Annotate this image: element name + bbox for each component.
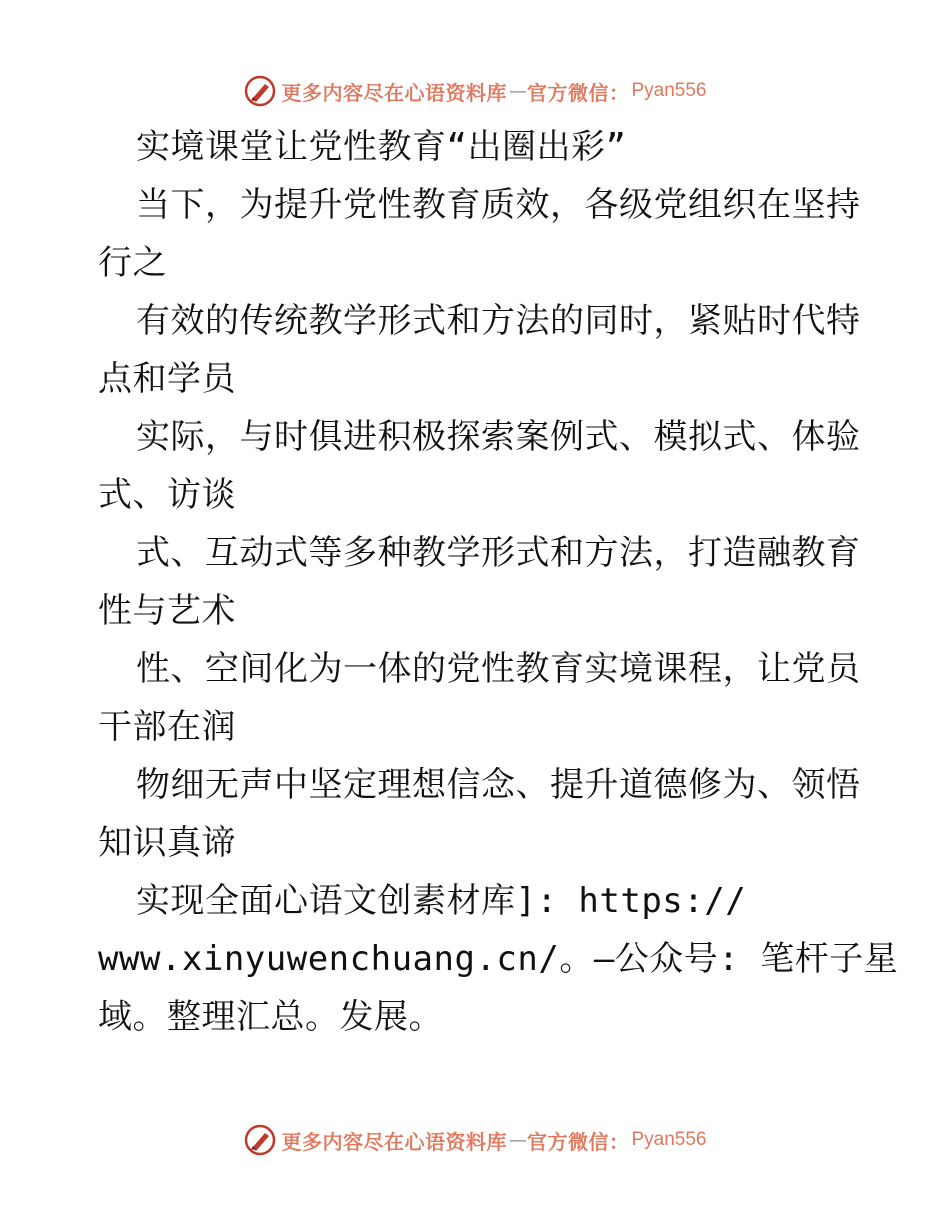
text-line: 实现全面心语文创素材库]: https:// xyxy=(136,881,747,921)
watermark-channel-id: Pyan556 xyxy=(631,80,707,101)
text-line: www.xinyuwenchuang.cn/。—公众号: 笔杆子星 xyxy=(98,939,899,979)
header-watermark xyxy=(0,71,950,111)
text-line: 实际，与时俱进积极探索案例式、模拟式、体验 xyxy=(136,417,861,457)
watermark-channel-label: 官方微信： xyxy=(526,80,630,105)
text-line: 域。整理汇总。发展。 xyxy=(98,997,443,1037)
document-title: 实境课堂让党性教育“出圈出彩” xyxy=(136,127,627,167)
watermark-channel-id: Pyan556 xyxy=(631,1129,707,1150)
text-line: 有效的传统教学形式和方法的同时，紧贴时代特 xyxy=(136,301,861,341)
text-line: 性、空间化为一体的党性教育实境课程，让党员 xyxy=(136,649,861,689)
watermark-channel-label: 官方微信： xyxy=(526,1129,630,1154)
watermark-main-text: 更多内容尽在心语资料库 xyxy=(281,80,507,105)
text-line: 行之 xyxy=(98,243,167,283)
footer-watermark xyxy=(0,1120,950,1160)
watermark-main-text: 更多内容尽在心语资料库 xyxy=(281,1129,507,1154)
text-line: 式、访谈 xyxy=(98,475,236,515)
text-line: 物细无声中坚定理想信念、提升道德修为、领悟 xyxy=(136,765,861,805)
text-line: 性与艺术 xyxy=(98,591,236,631)
document-body xyxy=(98,118,899,1046)
text-line: 点和学员 xyxy=(98,359,236,399)
text-line: 当下，为提升党性教育质效，各级党组织在坚持 xyxy=(136,185,861,225)
fountain-pen-logo-icon xyxy=(243,74,277,108)
fountain-pen-logo-icon xyxy=(243,1123,277,1157)
watermark-separator: — xyxy=(508,80,527,102)
watermark-separator: — xyxy=(508,1129,527,1151)
text-line: 干部在润 xyxy=(98,707,236,747)
text-line: 式、互动式等多种教学形式和方法，打造融教育 xyxy=(136,533,861,573)
text-line: 知识真谛 xyxy=(98,823,236,863)
